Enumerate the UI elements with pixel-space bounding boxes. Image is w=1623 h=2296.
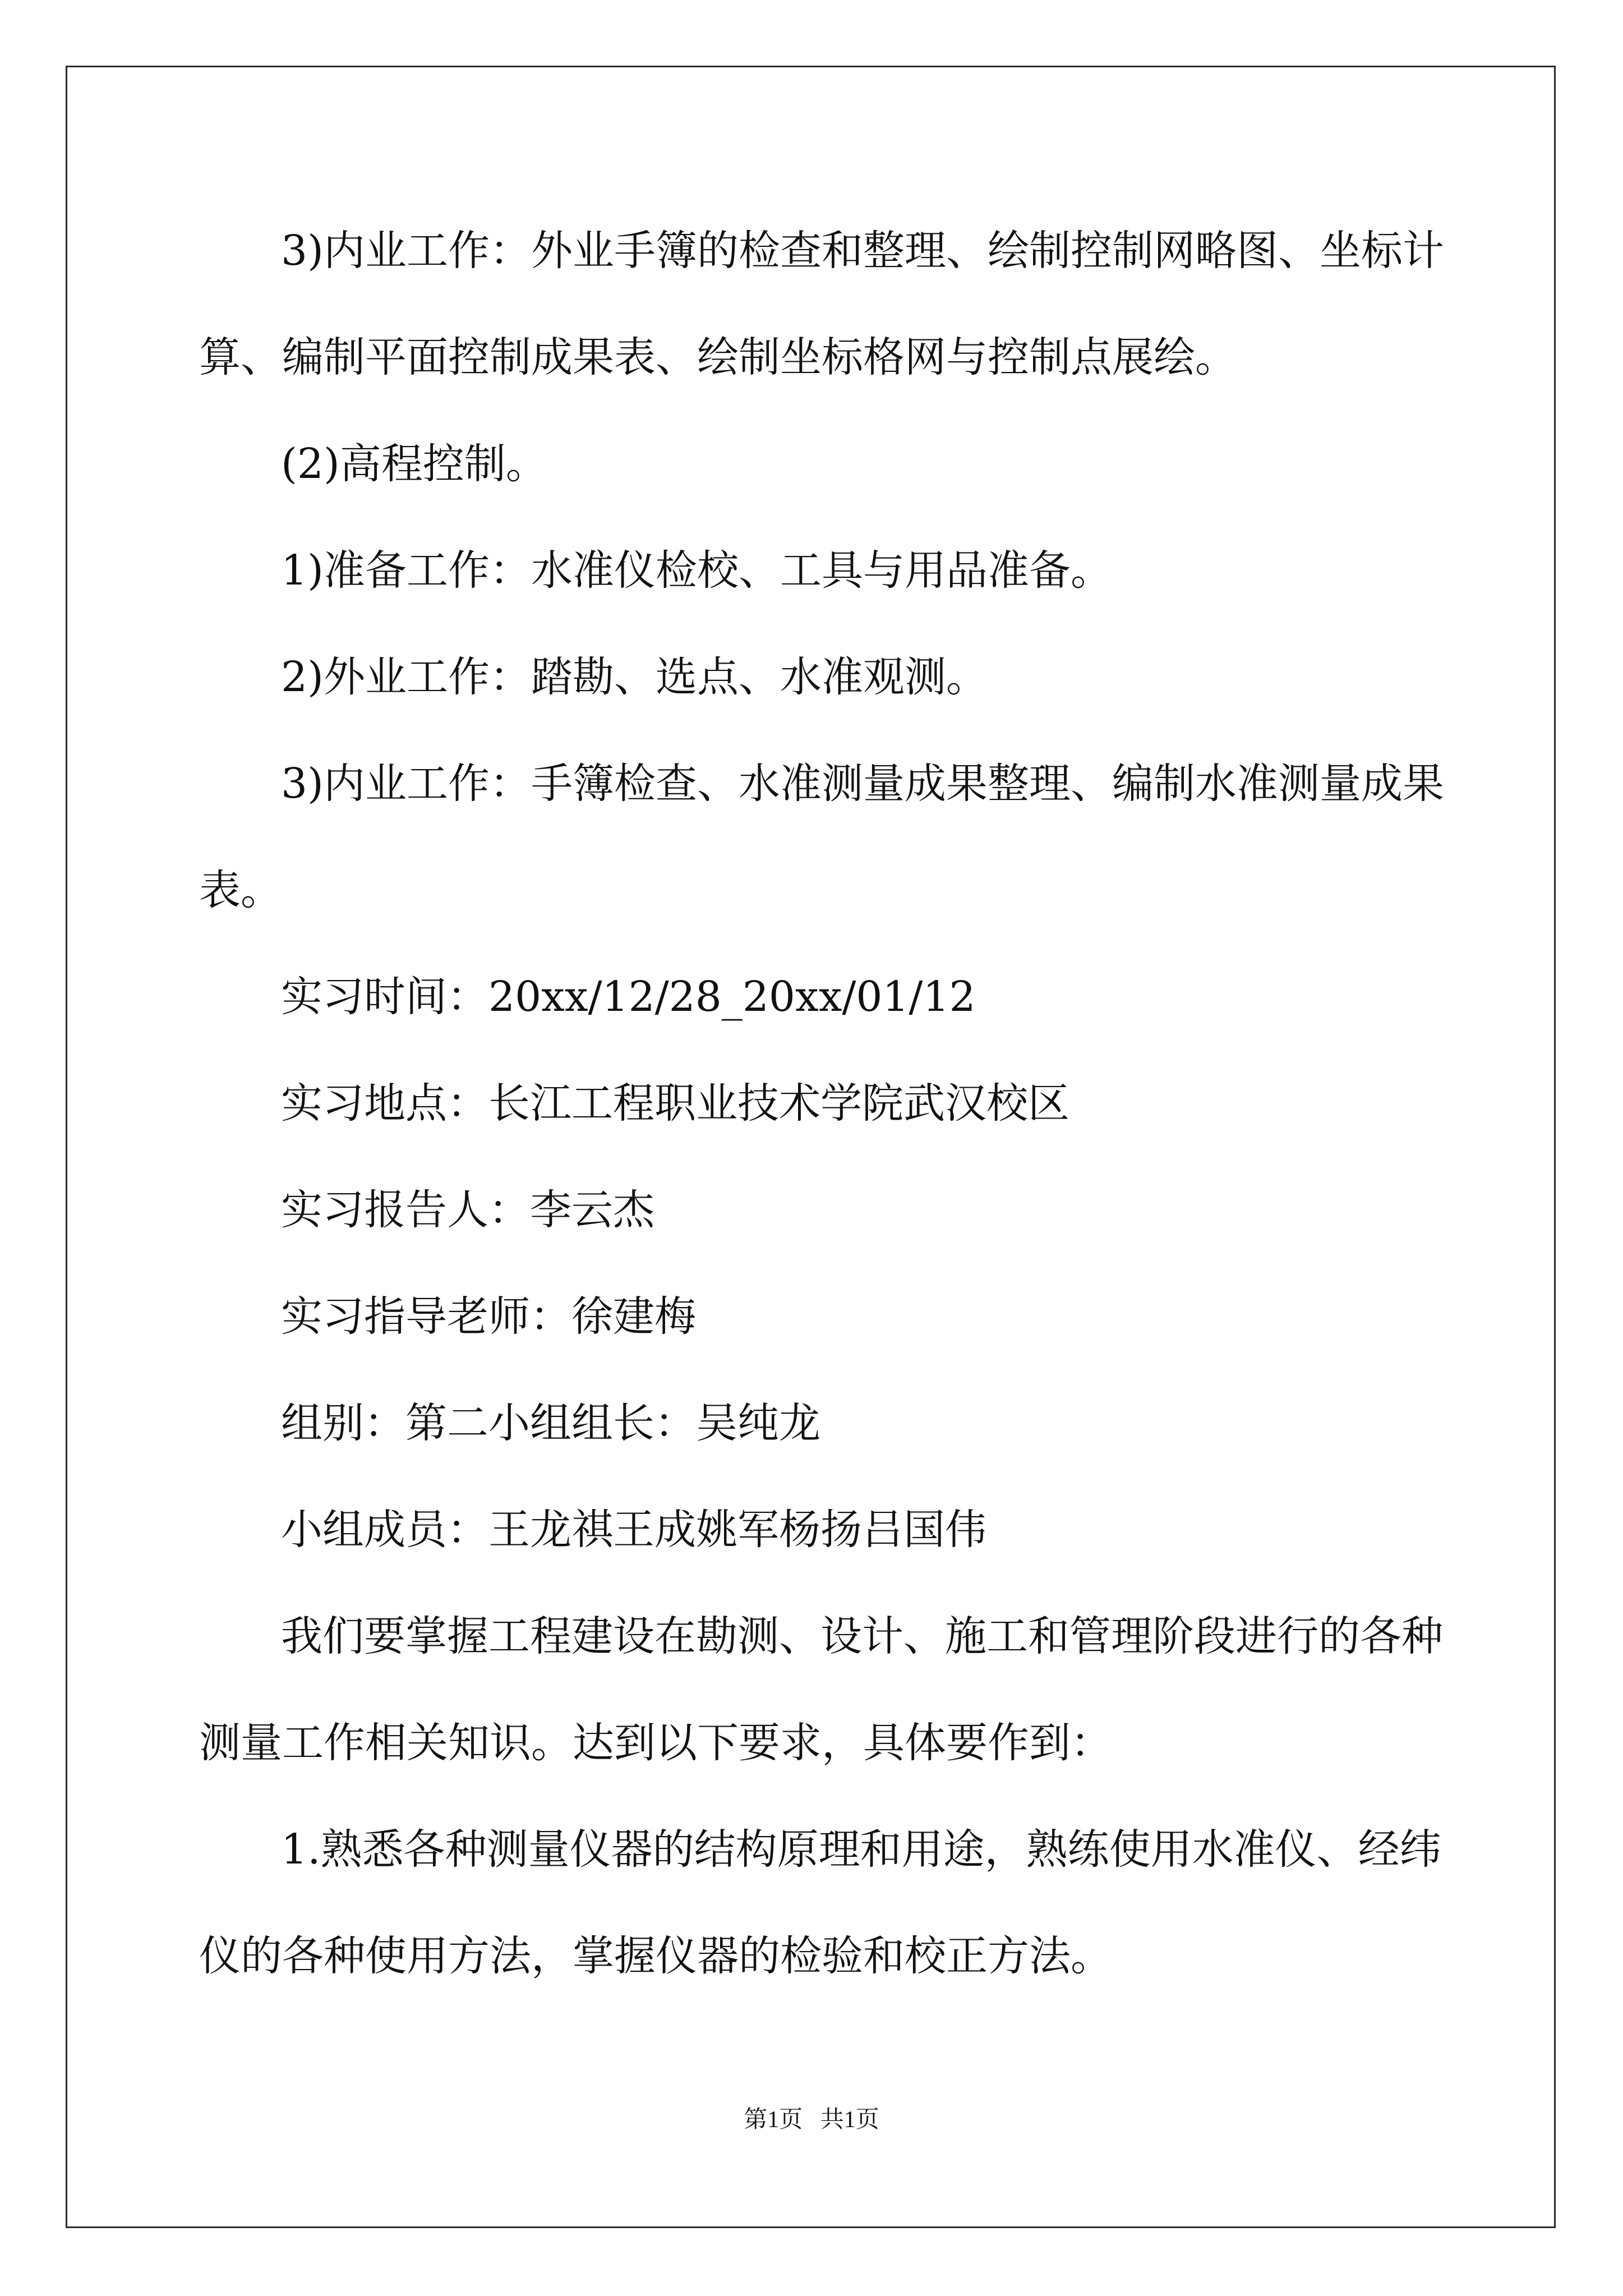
paragraph-line: 仪的各种使用方法，掌握仪器的检验和校正方法。 bbox=[199, 1932, 1112, 1980]
paragraph-line: 1.熟悉各种测量仪器的结构原理和用途，熟练使用水准仪、经纬 bbox=[281, 1825, 1441, 1874]
page-footer: 第1页 共1页 bbox=[744, 2107, 879, 2133]
paragraph-line: 3)内业工作：手簿检查、水准测量成果整理、编制水准测量成果 bbox=[281, 760, 1444, 808]
paragraph-line: 组别：第二小组组长：吴纯龙 bbox=[281, 1399, 820, 1447]
paragraph-line: 3)内业工作：外业手簿的检查和整理、绘制控制网略图、坐标计 bbox=[281, 227, 1444, 275]
paragraph-line: 表。 bbox=[199, 866, 282, 914]
paragraph-line: 小组成员：王龙祺王成姚军杨扬吕国伟 bbox=[281, 1506, 986, 1554]
paragraph-line: 我们要掌握工程建设在勘测、设计、施工和管理阶段进行的各种 bbox=[281, 1612, 1443, 1660]
paragraph-line: 实习时间：20xx/12/28_20xx/01/12 bbox=[281, 973, 976, 1021]
paragraph-line: 测量工作相关知识。达到以下要求，具体要作到： bbox=[199, 1719, 1112, 1767]
paragraph-line: (2)高程控制。 bbox=[281, 440, 547, 488]
paragraph-line: 1)准备工作：水准仪检校、工具与用品准备。 bbox=[281, 546, 1112, 595]
paragraph-line: 算、编制平面控制成果表、绘制坐标格网与控制点展绘。 bbox=[199, 333, 1237, 381]
paragraph-line: 实习报告人：李云杰 bbox=[281, 1186, 654, 1234]
paragraph-line: 实习指导老师：徐建梅 bbox=[281, 1292, 696, 1341]
paragraph-line: 2)外业工作：踏勘、选点、水准观测。 bbox=[281, 653, 988, 701]
paragraph-line: 实习地点：长江工程职业技术学院武汉校区 bbox=[281, 1079, 1069, 1128]
